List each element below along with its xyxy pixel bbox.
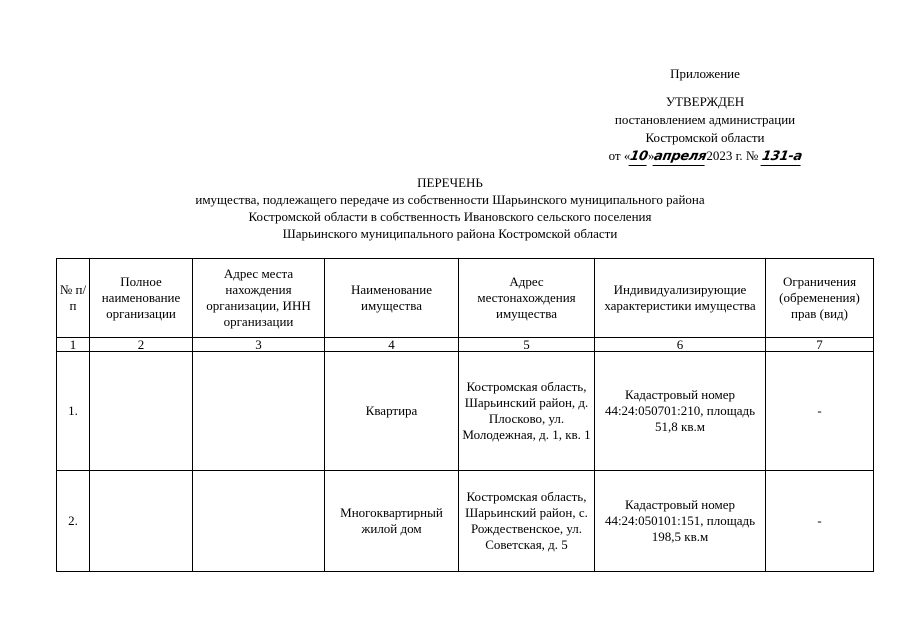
approval-line-1: постановлением администрации [614,112,796,127]
header-restrictions: Ограничения (обременения) прав (вид) [766,259,874,338]
row-property-name: Квартира [325,352,459,471]
approved-label: УТВЕРЖДЕН [665,94,745,109]
row-org-address [193,352,325,471]
approval-line-2: Костромской области [645,130,765,145]
header-number: № п/п [57,259,90,338]
row-property-address: Костромская область, Шарьинский район, д. Плосково, ул. Молодежная, д. 1, кв. 1 [459,352,595,471]
column-number: 3 [193,338,325,352]
row-characteristics: Кадастровый номер 44:24:050101:151, площадь 198,5 кв.м [595,471,766,572]
date-mid: » [647,148,655,163]
header-characteristics: Индивидуализирующие характеристики имущества [595,259,766,338]
row-property-address: Костромская область, Шарьинский район, с. Рождественское, ул. Советская, д. 5 [459,471,595,572]
table-header-row [57,259,874,338]
column-number: 2 [90,338,193,352]
column-number: 7 [766,338,874,352]
title-heading: ПЕРЕЧЕНЬ [417,175,483,190]
date-prefix: от « [608,148,631,163]
column-number: 6 [595,338,766,352]
approval-date-line [560,148,850,166]
year-text: 2023 г. № [706,148,759,163]
table-row [57,352,874,471]
row-restrictions: - [766,471,874,572]
column-number: 1 [57,338,90,352]
column-number: 5 [459,338,595,352]
row-org-name [90,352,193,471]
title-line-1: имущества, подлежащего передаче из собственности Шарьинского муниципального района [195,192,705,207]
row-org-address [193,471,325,572]
header-org-name: Полное наименование организации [90,259,193,338]
handwritten-number: 131-а [760,149,803,164]
row-org-name [90,471,193,572]
column-number: 4 [325,338,459,352]
handwritten-day: 10 [629,149,650,164]
appendix-label: Приложение [670,66,740,81]
row-characteristics: Кадастровый номер 44:24:050701:210, площадь 51,8 кв.м [595,352,766,471]
header-property-name: Наименование имущества [325,259,459,338]
title-line-2: Костромской области в собственность Ивановского сельского поселения [248,209,652,224]
header-property-address: Адрес местонахождения имущества [459,259,595,338]
document-title [120,174,780,242]
property-table [56,258,874,572]
title-line-3: Шарьинского муниципального района Костромской области [282,226,618,241]
row-number: 1. [57,352,90,471]
handwritten-month: апреля [653,149,708,164]
row-restrictions: - [766,352,874,471]
column-numbers-row [57,338,874,352]
table-row [57,471,874,572]
row-number: 2. [57,471,90,572]
row-property-name: Многоквартирный жилой дом [325,471,459,572]
header-org-address: Адрес места нахождения организации, ИНН организации [193,259,325,338]
